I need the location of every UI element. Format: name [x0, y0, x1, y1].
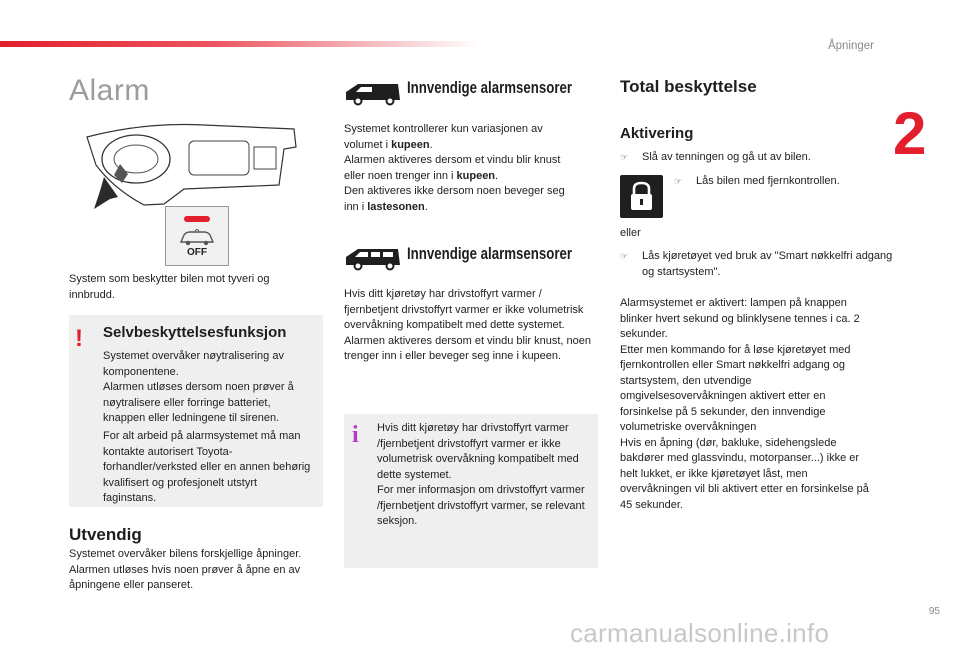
bullet-arrow-icon: ☞: [620, 251, 629, 261]
outside-title: Utvendig: [69, 525, 142, 544]
passenger-van-icon: [344, 245, 402, 271]
outside-text: Systemet overvåker bilens forskjellige åpninger. Alarmen utløses hvis noen prøver å åpne en av åpningene eller panseret.: [69, 548, 302, 591]
sensors-bold-a: kupeen: [391, 138, 430, 151]
warning-text-2: For alt arbeid på alarmsystemet må man kontakte autorisert Toyota-forhandler/verksted eller en annen behørig kvalifisert og profesjonelt utstyrt faginstans.: [103, 430, 311, 504]
padlock-icon: [620, 175, 663, 218]
van-icon: [344, 80, 402, 106]
sensors-bold-c: lastesonen: [367, 200, 425, 213]
chapter-title: Åpninger: [827, 40, 874, 52]
activation-description: Alarmsystemet er aktivert: lampen på knappen blinker hvert sekund og blinklysene tennes i ca. 2 sekunder. Etter men kommando for å løse kjøretøyet med fjernkontrollen eller Smart nøkkelfri adgang og startsystem, den utvendige omgivelsesovervåkningen aktivert etter en forsinkelse på 5 sekunder, den innvendige volumetriske overvåkningen Hvis en åpning (dør, bakluke, sidehengslede bakdører med glassvindu, motorpanser...) ikke er helt lukket, er ikke kjøretøyet låst, men overvåkningen vil bli aktivert etter en forsinkelse på 45 sekunder.: [620, 297, 869, 511]
or-text: eller: [620, 227, 641, 239]
off-label: OFF: [187, 247, 207, 258]
sensors-text-1d: .: [424, 200, 428, 213]
step-1-text: Slå av tenningen og gå ut av bilen.: [642, 151, 811, 163]
watermark: carmanualsonline.info: [570, 618, 830, 648]
section-title-sensors-1: Innvendige alarmsensorer: [407, 78, 573, 97]
alarm-intro: System som beskytter bilen mot tyveri og innbrudd.: [69, 273, 270, 301]
chapter-number: 2: [893, 100, 927, 167]
lock-key-icon: [620, 175, 663, 218]
warning-title: Selvbeskyttelsesfunksjon: [103, 324, 287, 341]
bullet-arrow-icon: ☞: [620, 152, 629, 162]
alarm-led-icon: [184, 216, 210, 222]
sensors-bold-b: kupeen: [456, 169, 496, 182]
sensors-text-1: [344, 122, 574, 215]
activation-title: Aktivering: [620, 125, 694, 142]
warning-icon: !: [75, 325, 83, 352]
info-icon: i: [352, 422, 359, 448]
step-remote-lock: [674, 174, 896, 190]
bullet-arrow-icon: ☞: [674, 176, 683, 186]
step-2-text: Lås bilen med fjernkontrollen.: [696, 175, 840, 187]
sensors-text-1c: . Den aktiveres ikke dersom noen beveger seg inn i: [344, 169, 565, 213]
step-3-text: Lås kjøretøyet ved bruk av "Smart nøkkelfri adgang og startsystem".: [642, 250, 893, 278]
section-title-sensors-2: Innvendige alarmsensorer: [407, 244, 573, 263]
step-smart-key: [620, 249, 906, 280]
car-alarm-icon: [178, 229, 216, 247]
info-text: Hvis ditt kjøretøy har drivstoffyrt varmer /fjernbetjent drivstoffyrt varmer er ikke volumetrisk overvåkning kompatibelt med dette systemet. For mer informasjon om drivstoffyrt varmer /fjernbetjent drivstoffyrt varmer, se relevant seksjon.: [377, 422, 585, 527]
step-ignition-off: [620, 150, 902, 166]
right-title: Total beskyttelse: [620, 77, 757, 96]
warning-text-1: Systemet overvåker nøytralisering av komponentene. Alarmen utløses dersom noen prøver å nøytralisere eller forringe batteriet, knappen eller ledningene til sirenen.: [103, 350, 294, 424]
sensors-text-1b: . Alarmen aktiveres dersom et vindu blir knust eller noen trenger inn i: [344, 138, 561, 182]
warning-box: [69, 315, 323, 507]
alarm-button-illustration: [165, 206, 229, 266]
sensors-text-1a: Systemet kontrollerer kun variasjonen av volumet i: [344, 123, 543, 151]
sensors-text-2: Hvis ditt kjøretøy har drivstoffyrt varmer / fjernbetjent drivstoffyrt varmer er ikke volumetrisk overvåkning kompatibelt med dette systemet. Alarmen aktiveres dersom et vindu blir knust, noen trenger inn i eller beveger seg inne i kupeen.: [344, 288, 592, 362]
info-box: [344, 414, 598, 568]
chapter-color-bar: [0, 41, 480, 47]
page-title: Alarm: [69, 74, 150, 107]
page-number: 95: [928, 606, 940, 617]
